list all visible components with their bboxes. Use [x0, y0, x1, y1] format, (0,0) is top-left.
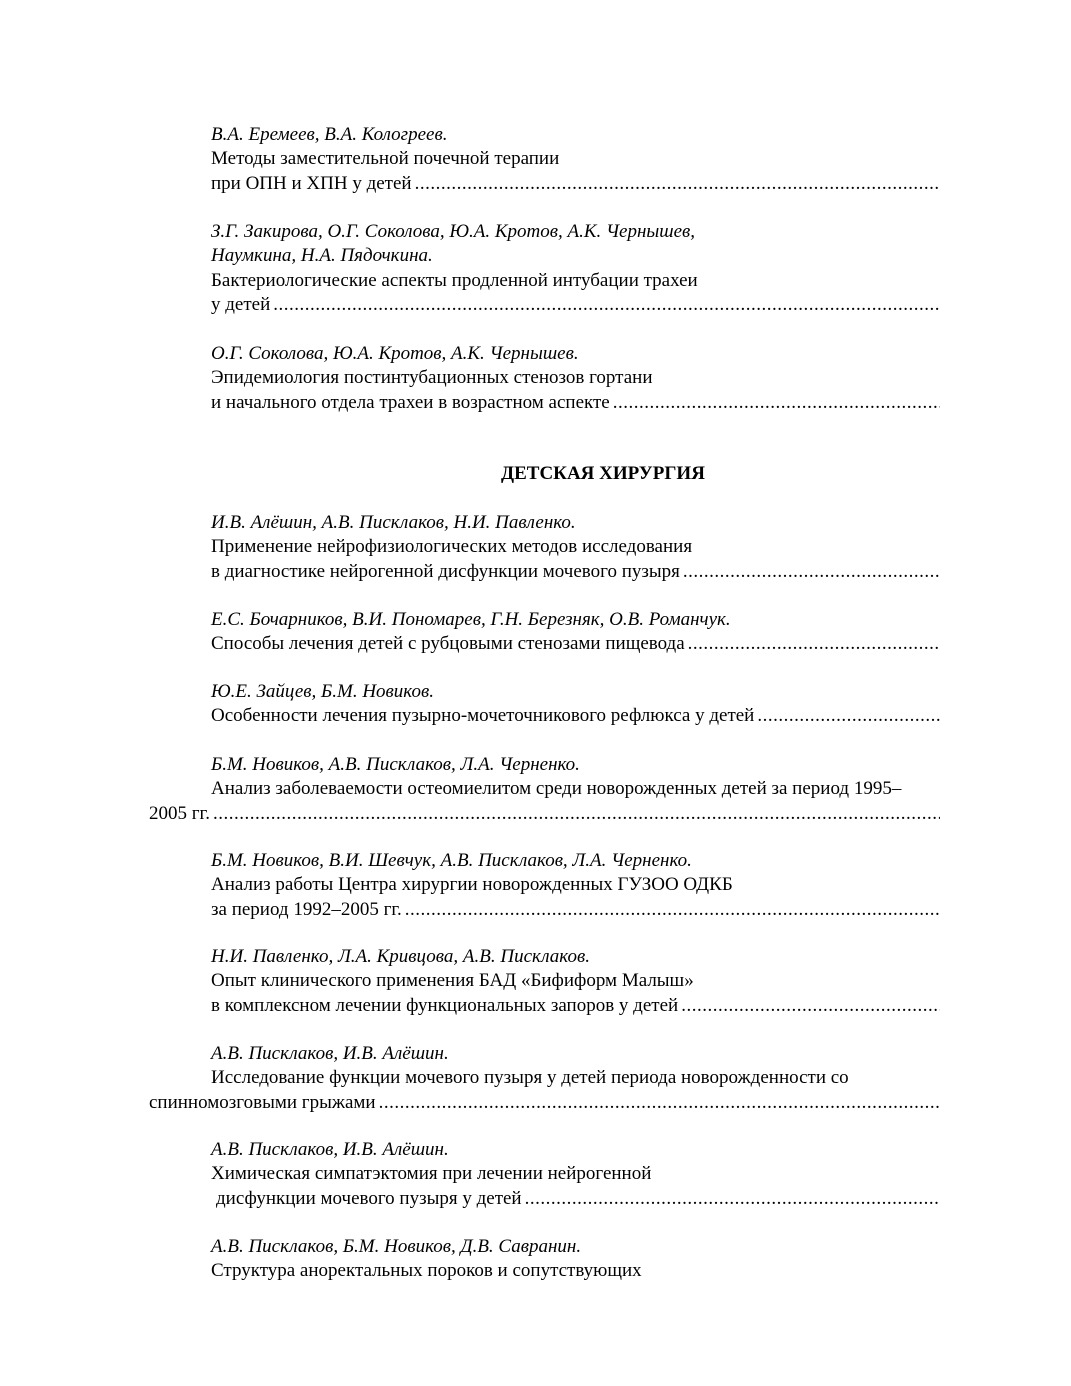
entry-title-line: Бактериологические аспекты продленной интубации трахеи: [211, 269, 698, 291]
entry-authors: В.А. Еремеев, В.А. Кологреев.: [211, 124, 448, 145]
section-heading: ДЕТСКАЯ ХИРУРГИЯ: [501, 463, 705, 484]
entry-title-line: при ОПН и ХПН у детей: [211, 172, 412, 194]
dot-leader: [681, 994, 940, 1018]
entry-title-line: у детей: [211, 293, 271, 315]
entry-title-line: в комплексном лечении функциональных запоров у детей: [211, 994, 679, 1016]
toc-entry: [211, 945, 940, 1018]
entry-title-line: Анализ работы Центра хирургии новорожденных ГУЗОО ОДКБ: [211, 874, 733, 896]
toc-entry: [149, 1042, 940, 1115]
dot-leader: [757, 704, 940, 728]
entry-title-line: Химическая симпатэктомия при лечении нейрогенной: [211, 1163, 652, 1185]
entry-title-line: Особенности лечения пузырно-мочеточникового рефлюкса у детей: [211, 705, 755, 727]
entry-title-line: Способы лечения детей с рубцовыми стенозами пищевода: [211, 633, 685, 655]
entry-authors: Б.М. Новиков, А.В. Писклаков, Л.А. Черненко.: [211, 754, 580, 775]
entry-title-leader-line: [211, 391, 940, 415]
dot-leader: [273, 293, 940, 317]
entry-title-leader-line: [211, 898, 940, 922]
entry-title-leader-line: [211, 172, 940, 196]
entry-title-leader-line: [211, 704, 940, 728]
dot-leader: [613, 391, 940, 415]
dot-leader: [213, 802, 940, 826]
toc-entry: [211, 680, 940, 729]
entry-title-line: дисфункции мочевого пузыря у детей: [216, 1187, 522, 1209]
entry-title-leader-line: [211, 293, 940, 317]
dot-leader: [379, 1091, 940, 1115]
entry-title-line: Структура аноректальных пороков и сопутствующих: [211, 1260, 642, 1282]
entry-authors: И.В. Алёшин, А.В. Писклаков, Н.И. Павленко.: [211, 512, 576, 533]
entry-authors: Н.И. Павленко, Л.А. Кривцова, А.В. Писклаков.: [211, 946, 590, 967]
entry-authors: Е.С. Бочарников, В.И. Пономарев, Г.Н. Березняк, О.В. Романчук.: [211, 609, 731, 630]
entry-title-leader-line: [211, 632, 940, 656]
entry-title-leader-line: [149, 802, 940, 826]
entry-authors: А.В. Писклаков, Б.М. Новиков, Д.В. Савранин.: [211, 1236, 582, 1257]
entry-authors: О.Г. Соколова, Ю.А. Кротов, А.К. Чернышев.: [211, 343, 579, 364]
entry-authors: А.В. Писклаков, И.В. Алёшин.: [211, 1139, 449, 1160]
toc-entry: [211, 1138, 940, 1211]
entry-title-line: за период 1992–2005 гг.: [211, 898, 402, 920]
entry-title-leader-line: [149, 1091, 940, 1115]
toc-entry: [211, 220, 940, 317]
entry-title-line: в диагностике нейрогенной дисфункции мочевого пузыря: [211, 560, 680, 582]
dot-leader: [683, 560, 940, 584]
entry-title-line: спинномозговыми грыжами: [149, 1091, 376, 1113]
toc-entry: [149, 753, 940, 826]
entry-title-line: и начального отдела трахеи в возрастном аспекте: [211, 391, 610, 413]
toc-entry: [211, 511, 940, 584]
entry-title-line: Исследование функции мочевого пузыря у детей периода новорожденности со: [211, 1067, 849, 1089]
dot-leader: [405, 898, 940, 922]
toc-entry: [211, 1235, 940, 1284]
dot-leader: [688, 632, 940, 656]
entry-authors: З.Г. Закирова, О.Г. Соколова, Ю.А. Кротов, А.К. Чернышев,: [211, 221, 696, 242]
toc-entry: [211, 608, 940, 657]
entry-title-line: Применение нейрофизиологических методов исследования: [211, 536, 693, 558]
toc-entry: [211, 849, 940, 922]
entry-title-line: Опыт клинического применения БАД «Бифиформ Малыш»: [211, 970, 694, 992]
toc-entry: [211, 342, 940, 415]
entry-authors: А.В. Писклаков, И.В. Алёшин.: [211, 1043, 449, 1064]
entry-authors: Наумкина, Н.А. Пядочкина.: [211, 245, 433, 267]
entry-title-leader-line: [211, 994, 940, 1018]
entry-title-line: 2005 гг.: [149, 802, 210, 824]
entry-authors: Б.М. Новиков, В.И. Шевчук, А.В. Писклаков, Л.А. Черненко.: [211, 850, 692, 871]
entry-title-line: Эпидемиология постинтубационных стенозов гортани: [211, 367, 653, 389]
dot-leader: [415, 172, 940, 196]
entry-title-leader-line: [211, 1187, 940, 1211]
entry-authors: Ю.Е. Зайцев, Б.М. Новиков.: [211, 681, 434, 702]
entry-title-line: Методы заместительной почечной терапии: [211, 148, 560, 170]
dot-leader: [525, 1187, 940, 1211]
entry-title-leader-line: [211, 560, 940, 584]
toc-entry: [211, 123, 940, 196]
entry-title-line: Анализ заболеваемости остеомиелитом среди новорожденных детей за период 1995–: [211, 778, 902, 800]
